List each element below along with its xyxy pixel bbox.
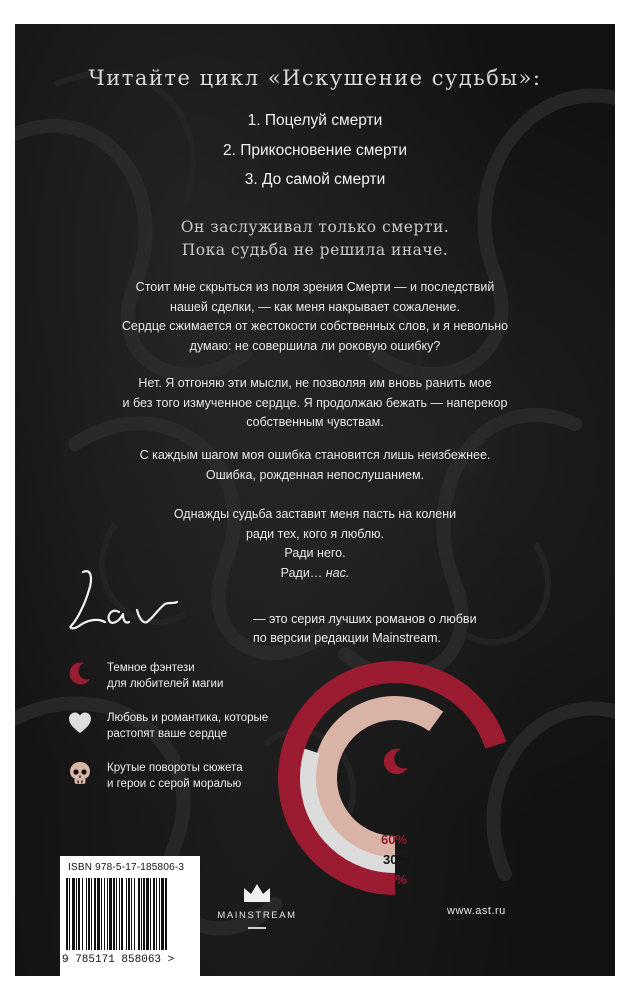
chart-center-moon-icon (381, 746, 411, 776)
barcode-bar (153, 878, 155, 950)
lav-script-logo (61, 564, 181, 634)
text-line: — это серия лучших романов о любви (253, 612, 477, 626)
barcode-bar (86, 878, 87, 950)
barcode-bar (78, 878, 80, 950)
text-line: ради тех, кого я люблю. (245, 526, 385, 541)
text-line: Ошибка, рожденная непослушанием. (205, 467, 425, 482)
barcode-bars (64, 878, 196, 952)
barcode-bar (94, 878, 96, 950)
barcode-digits: 9 785171 858063 > (62, 954, 175, 966)
isbn-number: ISBN 978-5-17-185806-3 (68, 862, 185, 873)
radial-percentage-chart (277, 660, 577, 890)
percent-label-3: 70% (381, 872, 408, 887)
text-line: Сердце сжимается от жестокости собственных слов, и я невольно (121, 319, 509, 333)
radial-chart-svg (277, 660, 577, 890)
barcode-bar (91, 878, 92, 950)
barcode-bar (104, 878, 105, 950)
barcode-bar (138, 878, 140, 950)
text-line: Стоит мне скрыться из поля зрения Смерти — и последствий (135, 280, 495, 294)
barcode-bar (159, 878, 160, 950)
skull-icon (67, 760, 93, 786)
percent-label-1: 60% (381, 832, 408, 847)
text-line: С каждым шагом моя ошибка становится лишь неизбежнее. (139, 448, 491, 462)
publisher-name: MAINSTREAM (217, 910, 297, 921)
heart-icon (67, 710, 93, 736)
barcode-bar (131, 878, 132, 950)
text-line: нашей сделки, — как меня накрывает сожаление. (170, 299, 460, 314)
barcode-bar (165, 878, 167, 950)
percent-label-2: 30% (383, 852, 410, 867)
barcode-bar (134, 878, 135, 950)
text-line: Крутые повороты сюжета (107, 762, 243, 774)
series-heading: Читайте цикл «Искушение судьбы»: (88, 66, 542, 90)
barcode-bar (97, 878, 100, 950)
barcode-bar (143, 878, 145, 950)
text-line: по версии редакции Mainstream. (253, 631, 441, 645)
barcode-bar (116, 878, 117, 950)
website-url: www.ast.ru (447, 905, 506, 917)
publisher-underline (248, 927, 266, 929)
publisher-logo (215, 882, 299, 929)
chart-arc-1 (325, 708, 436, 848)
barcode-bar (88, 878, 90, 950)
book-back-cover (15, 24, 615, 976)
crown-icon (242, 882, 272, 904)
text-line: и без того измученное сердце. Я продолжаю бежать — наперекор (122, 395, 508, 410)
book-title-1: 1. Поцелуй смерти (247, 112, 383, 129)
text-line: для любителей магии (107, 678, 224, 690)
book-title-3: 3. До самой смерти (244, 171, 386, 188)
book-list (15, 106, 615, 195)
barcode-bar (82, 878, 83, 950)
barcode-bar (76, 878, 77, 950)
crescent-moon-icon (67, 660, 93, 686)
barcode-bar (150, 878, 151, 950)
barcode-bar (107, 878, 108, 950)
barcode-bar (161, 878, 164, 950)
blurb-paragraph-3 (15, 446, 615, 485)
barcode-bar (146, 878, 149, 950)
text-line: Темное фэнтези (107, 662, 195, 674)
text-fragment: Ради… (280, 565, 326, 580)
text-line: и герои с серой моралью (107, 778, 242, 790)
barcode-bar (126, 878, 127, 950)
tagline-line-1: Он заслуживал только смерти. (180, 218, 450, 236)
barcode-bar (141, 878, 142, 950)
book-title-2: 2. Прикосновение смерти (222, 141, 408, 159)
barcode-bar (119, 878, 120, 950)
blurb-paragraph-1 (15, 278, 615, 356)
barcode-bar (101, 878, 102, 950)
tagline (15, 216, 615, 262)
barcode-bar (66, 878, 68, 950)
text-line: Ради него. (284, 546, 346, 560)
text-line: растопят ваше сердце (107, 728, 228, 740)
text-line: думаю: не совершила ли роковую ошибку? (189, 338, 441, 353)
text-line: Однажды судьба заставит меня пасть на колени (173, 507, 457, 521)
barcode-bar (72, 878, 75, 950)
barcode-bar (109, 878, 112, 950)
lav-series-description (253, 610, 477, 648)
barcode-bar (121, 878, 123, 950)
tagline-line-2: Пока судьба не решила иначе. (181, 241, 449, 259)
text-emphasis: нас. (325, 565, 350, 580)
isbn-barcode (60, 856, 200, 976)
barcode-bar (128, 878, 130, 950)
barcode-bar (69, 878, 70, 950)
text-line: Нет. Я отгоняю эти мысли, не позволяя им вновь ранить мое (138, 376, 492, 390)
text-line: Любовь и романтика, которые (107, 712, 269, 724)
text-line: собственным чувствам. (246, 415, 384, 429)
barcode-bar (156, 878, 157, 950)
barcode-bar (113, 878, 115, 950)
blurb-paragraph-2 (15, 374, 615, 433)
